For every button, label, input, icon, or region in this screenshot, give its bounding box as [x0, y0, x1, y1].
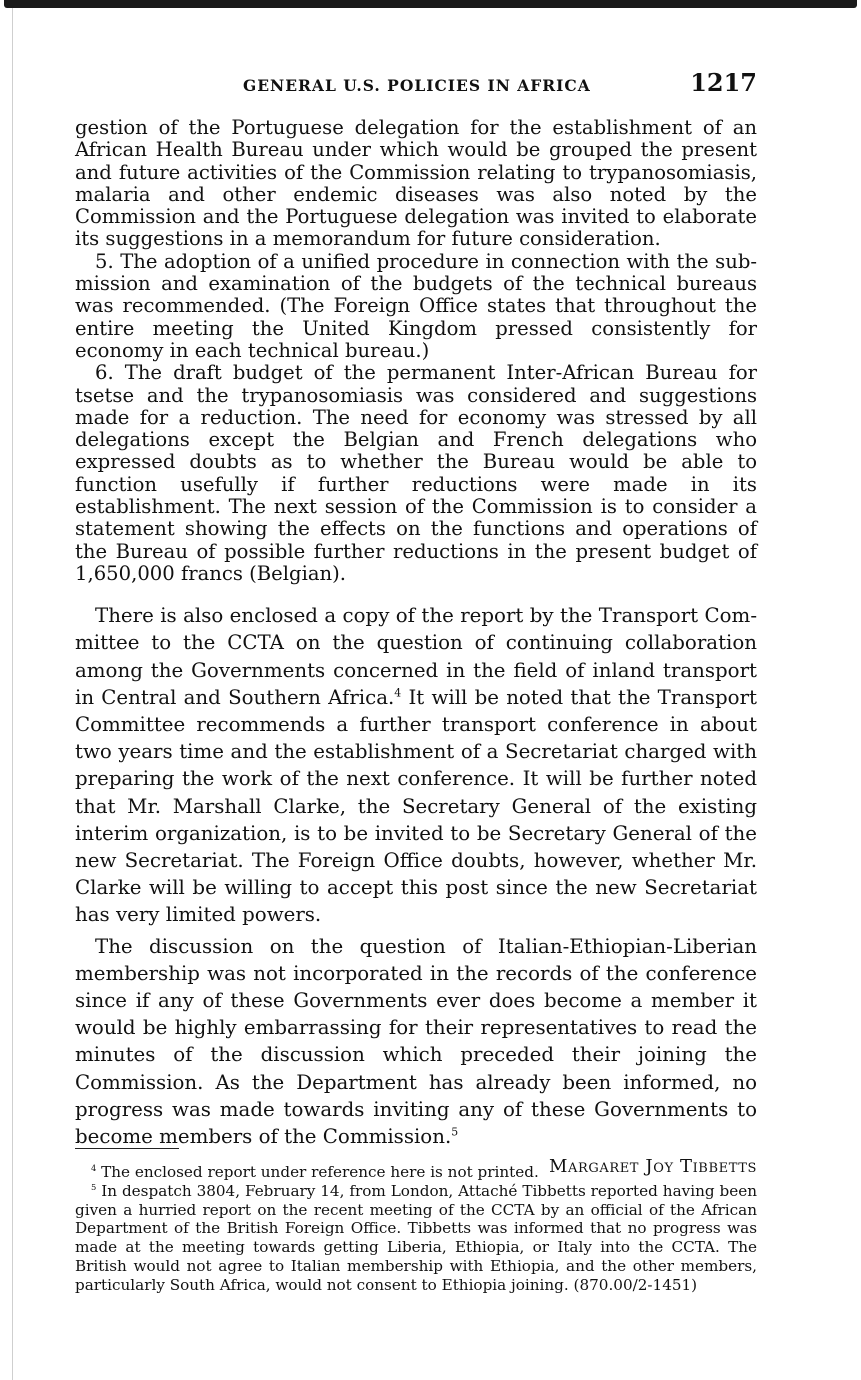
footnotes	[75, 1163, 757, 1295]
paragraph-continued: gestion of the Portuguese delegation for the establishment of an African Health Bureau under which would be grouped the present and future activities of the Commission relating to trypanosomiasis, malaria and other endemic diseases was also noted by the Commission and the Portuguese delegation was invited to elaborate its suggestions in a memorandum for future consideration.	[75, 116, 757, 251]
footnote-4	[75, 1163, 757, 1182]
page-edge-line	[12, 8, 13, 1380]
page-header	[75, 68, 757, 102]
membership-text: The discussion on the question of Italian-Ethiopian-Liberian membership was not incorporated in the records of the conference since if any of these Governments ever does become a member it would be highly embarrassing for their representatives to read the minutes of the discussion which preceded their joining the Commission. As the Department has already been informed, no progress was made towards inviting any of these Governments to become members of the Commission.	[75, 934, 757, 1149]
footnote-divider	[75, 1148, 179, 1149]
footnote-ref-5: 5	[451, 1125, 459, 1139]
footnote-4-mark: 4	[91, 1162, 97, 1173]
transport-text-end: It will be noted that the Transport Committee recommends a further transport conference in about two years time and the establishment of a Secretariat charged with preparing the work of the next conference. It will be further noted that Mr. Marshall Clarke, the Secretary General of the existing interim organization, is to be invited to be Secretary General of the new Secretariat. The Foreign Office doubts, however, whether Mr. Clarke will be willing to accept this post since the new Secretariat has very limited powers.	[75, 685, 757, 927]
footnote-4-text: The enclosed report under reference here is not printed.	[96, 1163, 539, 1181]
footnote-5	[75, 1182, 757, 1295]
top-border-rule	[4, 0, 857, 8]
main-text	[75, 117, 757, 1177]
paragraph-membership	[75, 933, 757, 1151]
footnote-ref-4: 4	[394, 686, 402, 700]
paragraph-transport-committee	[75, 602, 757, 928]
paragraph-item-5: 5. The adoption of a unified procedure in connection with the submission and examination of the budgets of the technical bureaus was recommended. (The Foreign Office states that throughout the entire meeting the United Kingdom pressed consistently for economy in each technical bureau.)	[75, 249, 757, 362]
transport-text-start: There is also enclosed a copy of the report by the Transport Committee to the CCTA on the question of continuing collaboration among the Governments concerned in the field of inland transport in Central and Southern Africa.	[75, 604, 757, 709]
footnote-5-text: In despatch 3804, February 14, from London, Attaché Tibbetts reported having been given a hurried report on the recent meeting of the CCTA by an official of the African Department of the British Foreign Office. Tibbetts was informed that no progress was made at the meeting towards getting Liberia, Ethiopia, or Italy into the CCTA. The British would not agree to Italian membership with Ethiopia, and the other members, particularly South Africa, would not consent to Ethiopia joining. (870.00/2-1451)	[75, 1181, 757, 1294]
running-head: GENERAL U.S. POLICIES IN AFRICA	[243, 76, 591, 95]
paragraph-item-6: 6. The draft budget of the permanent Inter-African Bureau for tsetse and the trypanosomiasis was considered and suggestions made for a reduction. The need for economy was stressed by all delegations except the Belgian and French delegations who expressed doubts as to whether the Bureau would be able to function usefully if further reductions were made in its establishment. The next session of the Commission is to consider a statement showing the effects on the functions and operations of the Bureau of possible further reductions in the present budget of 1,650,000 francs (Belgian).	[75, 361, 757, 585]
signature: Margaret Joy Tibbetts	[548, 1156, 757, 1178]
footnote-5-mark: 5	[91, 1181, 97, 1192]
page-number: 1217	[690, 68, 757, 97]
